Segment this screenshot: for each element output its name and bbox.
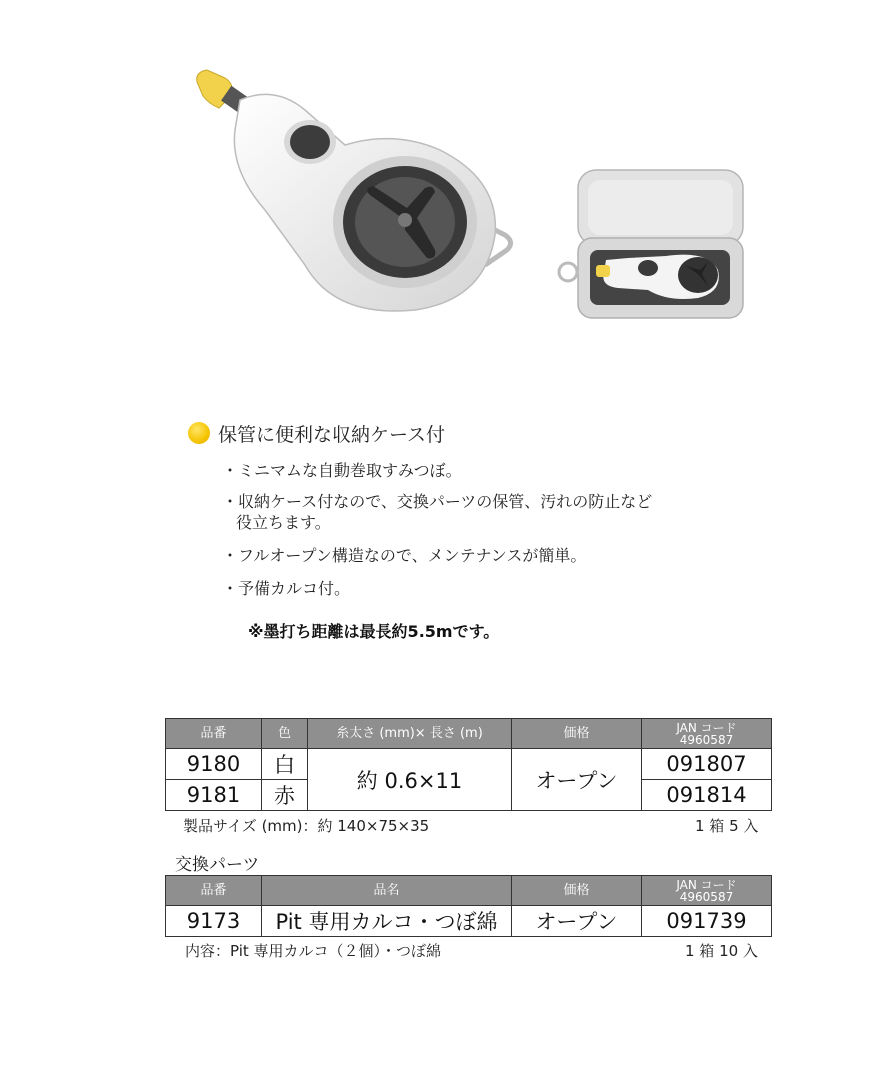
parts-header-jan-label: JAN コード [676, 877, 737, 892]
parts-header-code: 品番 [166, 876, 262, 906]
row-code: 9181 [166, 780, 262, 811]
parts-header-jan [642, 876, 772, 906]
feature-bullet-icon [188, 422, 210, 444]
pack-quantity: 1 箱 5 入 [695, 817, 759, 835]
parts-title: 交換パーツ [175, 855, 260, 875]
header-price: 価格 [512, 719, 642, 749]
case-image [548, 160, 753, 325]
feature-bullet-4: ・予備カルコ付。 [222, 579, 351, 598]
feature-title: 保管に便利な収納ケース付 [218, 424, 446, 446]
row-jan: 091814 [642, 780, 772, 811]
parts-contents: 内容：Pit 専用カルコ（２個）・つぼ綿 [185, 942, 442, 960]
price: オープン [512, 749, 642, 811]
distance-note: ※墨打ち距離は最長約5.5mです。 [248, 622, 500, 641]
parts-pack-quantity: 1 箱 10 入 [685, 942, 758, 960]
parts-jan: 091739 [642, 906, 772, 937]
header-color: 色 [262, 719, 308, 749]
feature-bullet-3: ・フルオープン構造なので、メンテナンスが簡単。 [222, 546, 587, 565]
parts-header-jan-prefix: 4960587 [679, 889, 734, 904]
table-row [166, 906, 772, 937]
header-jan-prefix: 4960587 [679, 732, 734, 747]
spec-table [165, 718, 772, 811]
row-color: 赤 [262, 780, 308, 811]
parts-code: 9173 [166, 906, 262, 937]
header-jan-label: JAN コード [676, 720, 737, 735]
parts-name: Pit 専用カルコ・つぼ綿 [262, 906, 512, 937]
parts-table [165, 875, 772, 937]
feature-bullet-2: ・収納ケース付なので、交換パーツの保管、汚れの防止など [222, 492, 653, 511]
header-code: 品番 [166, 719, 262, 749]
parts-header-price: 価格 [512, 876, 642, 906]
thread-size: 約 0.6×11 [308, 749, 512, 811]
header-jan [642, 719, 772, 749]
row-code: 9180 [166, 749, 262, 780]
row-jan: 091807 [642, 749, 772, 780]
product-image [185, 60, 525, 330]
feature-bullet-2-cont: 役立ちます。 [236, 513, 331, 532]
header-thread: 糸太さ (mm)× 長さ (m) [308, 719, 512, 749]
feature-bullet-1: ・ミニマムな自動巻取すみつぼ。 [222, 461, 462, 480]
product-size: 製品サイズ (mm)：約 140×75×35 [183, 817, 430, 835]
table-row [166, 749, 772, 780]
row-color: 白 [262, 749, 308, 780]
parts-header-name: 品名 [262, 876, 512, 906]
parts-price: オープン [512, 906, 642, 937]
